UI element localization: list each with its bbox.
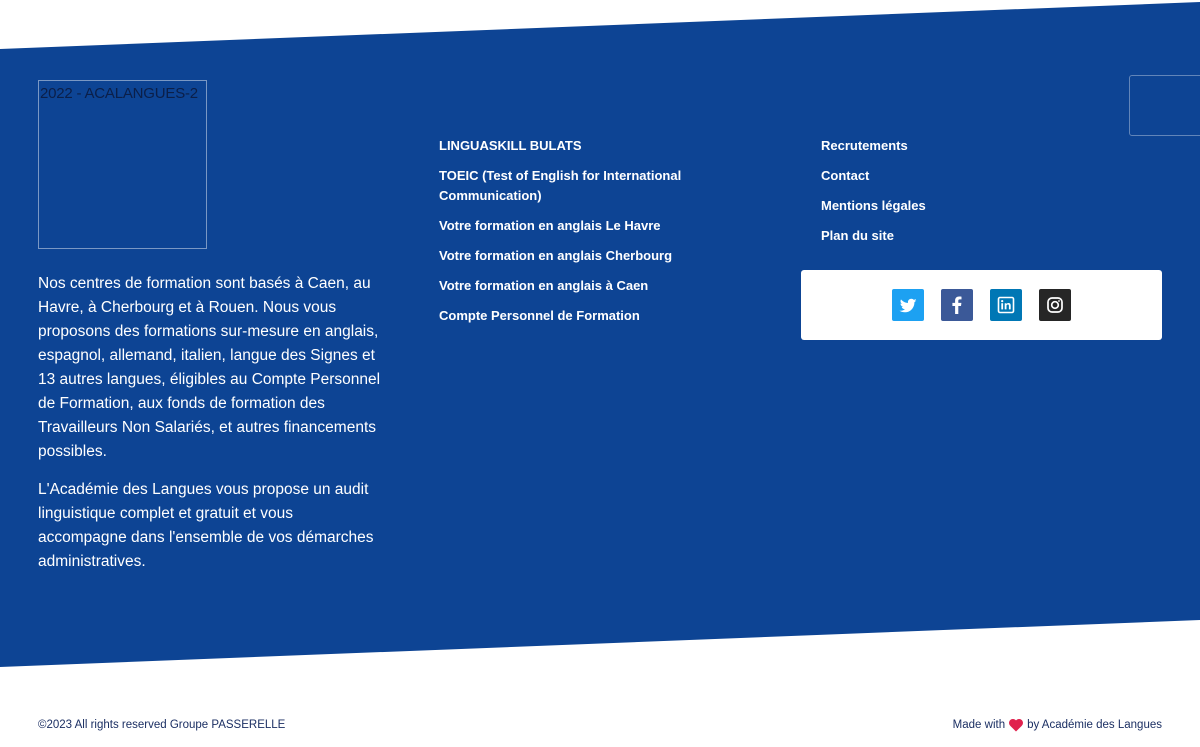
social-links xyxy=(892,289,1071,321)
instagram-icon[interactable] xyxy=(1039,289,1071,321)
link-formation-le-havre[interactable]: Votre formation en anglais Le Havre xyxy=(439,218,661,233)
intro-paragraph-2: L'Académie des Langues vous propose un audit linguistique complet et gratuit et vous accompagne dans l'ensemble de vos démarches administratives. xyxy=(38,481,374,570)
list-item xyxy=(439,306,709,326)
logo-image[interactable] xyxy=(38,80,207,249)
footer-links-formations xyxy=(439,136,709,336)
link-mentions-legales[interactable]: Mentions légales xyxy=(821,198,926,213)
twitter-icon[interactable] xyxy=(892,289,924,321)
corner-widget[interactable] xyxy=(1129,75,1200,136)
intro-paragraph-1: Nos centres de formation sont basés à Caen, au Havre, à Cherbourg et à Rouen. Nous vous proposons des formations sur-mesure en anglais, espagnol, allemand, italien, langue des Signes et 13 autres langues, éligibles au Compte Personnel de Formation, aux fonds de formation des Travailleurs Non Salariés, et autres financements possibles. xyxy=(38,275,381,460)
link-formation-cherbourg[interactable]: Votre formation en anglais Cherbourg xyxy=(439,248,673,263)
list-item xyxy=(821,136,1021,156)
list-item xyxy=(821,196,1021,216)
logo-alt-text: 2022 - ACALANGUES-2 xyxy=(40,85,198,102)
social-card xyxy=(801,270,1162,340)
footer-links-info xyxy=(821,136,1021,256)
list-item xyxy=(439,276,709,296)
made-by-label: by Académie des Langues xyxy=(1027,719,1162,731)
made-with-label: Made with xyxy=(952,719,1006,731)
link-plan-du-site[interactable]: Plan du site xyxy=(821,228,894,243)
list-item xyxy=(439,246,709,266)
list-item xyxy=(821,226,1021,246)
link-compte-personnel-formation[interactable]: Compte Personnel de Formation xyxy=(439,308,640,323)
link-recrutements[interactable]: Recrutements xyxy=(821,138,908,153)
intro-text xyxy=(38,272,383,588)
list-item xyxy=(439,166,709,206)
link-formation-caen[interactable]: Votre formation en anglais à Caen xyxy=(439,278,649,293)
link-linguaskill-bulats[interactable]: LINGUASKILL BULATS xyxy=(439,138,582,153)
list-item xyxy=(439,216,709,236)
heart-icon xyxy=(1009,719,1023,732)
facebook-icon[interactable] xyxy=(941,289,973,321)
made-with-credit xyxy=(953,716,1162,734)
list-item xyxy=(821,166,1021,186)
link-contact[interactable]: Contact xyxy=(821,168,870,183)
linkedin-icon[interactable] xyxy=(990,289,1022,321)
link-toeic[interactable]: TOEIC (Test of English for International Communication) xyxy=(439,168,682,203)
copyright-text: ©2023 All rights reserved Groupe PASSERELLE xyxy=(38,719,286,731)
list-item xyxy=(439,136,709,156)
